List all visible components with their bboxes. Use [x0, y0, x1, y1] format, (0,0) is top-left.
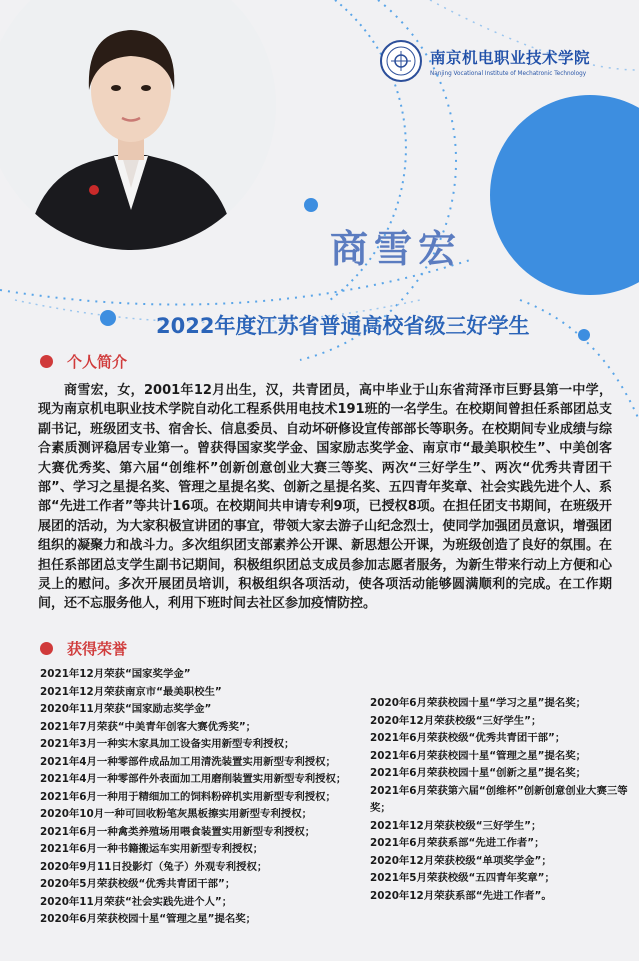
- honors-list-left: [40, 666, 375, 929]
- honor-item: 2021年6月一种书籍搬运车实用新型专利授权；: [40, 843, 264, 855]
- honor-item: 2021年4月一种零部件成品加工用清洗装置实用新型专利授权；: [40, 755, 336, 768]
- small-blue-dot: [304, 198, 318, 212]
- honor-item: 2021年6月一种用于精细加工的饲料粉碎机实用新型专利授权；: [40, 790, 336, 803]
- honor-item: 2021年7月荣获“中美青年创客大赛优秀奖”；: [40, 720, 257, 733]
- honor-item: 2020年6月荣获校园十星“学习之星”提名奖；: [370, 697, 587, 709]
- honor-item: 2021年6月荣获第六届“创维杯”创新创意创业大赛三等奖；: [370, 784, 628, 814]
- honor-item: 2021年3月一种实木家具加工设备实用新型专利授权；: [40, 738, 295, 750]
- intro-paragraph: 商雪宏，女，2001年12月出生，汉，共青团员，高中毕业于山东省菏泽市巨野县第一中学，现为南京机电职业技术学院自动化工程系供用电技术191班的一名学生。在校期间曾担任系部团总支副书记，班级团支书、宿舍长、信息委员、自动坏研修设宣传部部长等职务。在校期间专业成绩与综合素质测评稳居专业第一。曾获得国家奖学金、国家励志奖学金、南京市“最美职校生”、中美创客大赛优秀奖、第六届“创维杯”创新创意创业大赛三等奖、两次“三好学生”、两次“优秀共青团干部”、学习之星提名奖、管理之星提名奖、创新之星提名奖、五四青年奖章、社会实践先进个人、系部“先进工作者”等共计16项。在校期间共申请专利9项，已授权8项。在担任团支书期间，在班级开展团的活动，为大家积极宣讲团的事宜，带领大家去游子山纪念烈士，使同学加强团员意识，增强团组织的凝聚力和战斗力。多次组织团支部素养公开课、新思想公开课，为班级创造了良好的氛围。在担任系部团总支学生副书记期间，积极组织团总支成员参加志愿者服务，为新生带来行动上方便和心灵上的慰问。多次开展团员培训，积极组织各项活动，使各项活动能够圆满顺利的完成。在工作期间，还不忘服务他人，利用下班时间去社区参加疫情防控。: [38, 383, 612, 612]
- honors-heading: [40, 638, 127, 659]
- honor-item: 2020年10月一种可回收粉笔灰黑板擦实用新型专利授权；: [40, 808, 312, 820]
- school-emblem-icon: [380, 40, 422, 82]
- honor-item: 2020年12月荣获校级“单项奖学金”；: [370, 854, 552, 867]
- honor-item: 2020年9月11日投影灯（兔子）外观专利授权；: [40, 860, 268, 873]
- school-name-cn: 南京机电职业技术学院: [430, 48, 591, 67]
- small-blue-dot: [100, 310, 116, 326]
- red-bullet-icon: [40, 355, 53, 368]
- school-logo: [380, 40, 590, 82]
- honor-item: 2021年6月荣获系部“先进工作者”；: [370, 837, 545, 849]
- honor-item: 2020年11月荣获“国家励志奖学金”: [40, 703, 212, 715]
- honors-heading-text: 获得荣誉: [67, 640, 128, 658]
- honor-item: 2021年12月荣获校级“三好学生”；: [370, 819, 542, 832]
- honor-item: 2020年12月荣获系部“先进工作者”。: [370, 889, 552, 902]
- honor-item: 2020年11月荣获“社会实践先进个人”；: [40, 895, 233, 908]
- honors-list-right: [370, 695, 632, 905]
- intro-heading-text: 个人简介: [67, 353, 128, 371]
- honor-item: 2020年6月荣获校园十星“管理之星”提名奖；: [40, 913, 257, 925]
- honor-item: 2020年12月荣获校级“三好学生”；: [370, 714, 542, 727]
- award-title: 2022年度江苏省普通高校省级三好学生: [156, 314, 530, 338]
- person-name: 商雪宏: [330, 226, 463, 271]
- honor-item: 2021年6月荣获校园十星“创新之星”提名奖；: [370, 767, 587, 779]
- honor-item: 2021年12月荣获“国家奖学金”: [40, 668, 191, 680]
- small-blue-dot: [578, 329, 590, 341]
- honor-item: 2021年6月荣获校级“优秀共青团干部”；: [370, 732, 566, 744]
- honor-item: 2021年5月荣获校级“五四青年奖章”；: [370, 872, 555, 884]
- intro-heading: [40, 351, 127, 372]
- school-name-en: Nanjing Vocational Institute of Mechatronic Technology: [430, 70, 587, 77]
- honor-item: 2021年12月荣获南京市“最美职校生”: [40, 685, 222, 698]
- red-bullet-icon: [40, 642, 53, 655]
- large-blue-circle: [490, 95, 639, 295]
- honor-item: 2021年6月一种禽类养殖场用喂食装置实用新型专利授权；: [40, 825, 316, 838]
- honor-item: 2021年6月荣获校园十星“管理之星”提名奖；: [370, 749, 587, 762]
- honor-item: 2021年4月一种零部件外表面加工用磨削装置实用新型专利授权；: [40, 773, 347, 785]
- honor-item: 2020年5月荣获校级“优秀共青团干部”；: [40, 878, 236, 890]
